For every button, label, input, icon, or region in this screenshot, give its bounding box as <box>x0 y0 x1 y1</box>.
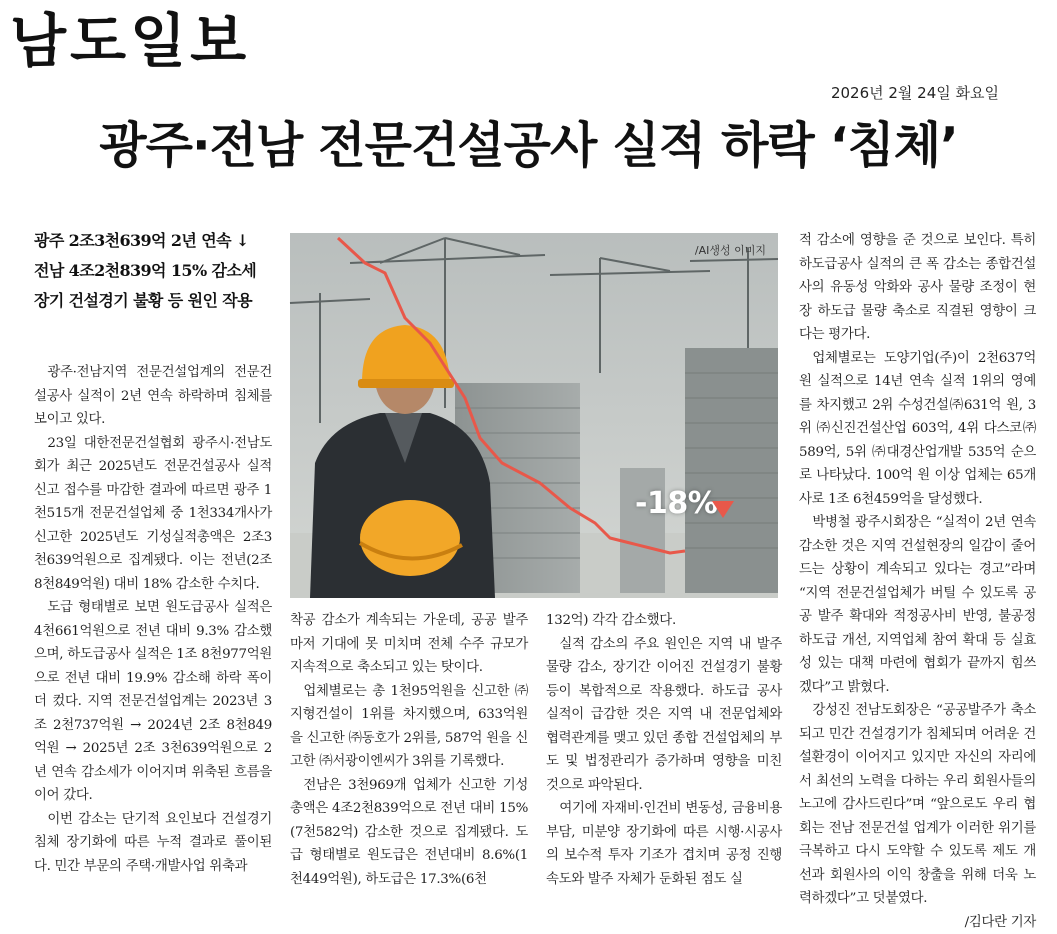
paragraph: 박병철 광주시회장은 “실적이 2년 연속 감소한 것은 지역 건설현장의 일감이 줄어드는 상황이 계속되고 있다는 경고”라며 “지역 전문건설업체가 버틸 수 있도록 공공 발주 확대와 적정공사비 반영, 불공정 하도급 개선, 지역업체 참여 확대 등 실효성 있는 대책 마련에 협회가 끝까지 힘쓰겠다”고 밝혔다. <box>799 511 1036 699</box>
newspaper-masthead: 남도일보 <box>10 8 250 74</box>
article-column-2 <box>290 609 528 891</box>
paragraph: 광주·전남지역 전문건설업계의 전문건설공사 실적이 2년 연속 하락하며 침체를 보이고 있다. <box>34 361 272 432</box>
photo-credit: /AI생성 이미지 <box>695 242 766 258</box>
paragraph: 132억) 각각 감소했다. <box>546 609 782 633</box>
paragraph: 업체별로는 총 1천95억원을 신고한 ㈜지형건설이 1위를 차지했으며, 633억원을 신고한 ㈜동호가 2위를, 587억 원을 신고한 ㈜서광이엔씨가 3위를 기록했다. <box>290 680 528 774</box>
paragraph: 실적 감소의 주요 원인은 지역 내 발주 물량 감소, 장기간 이어진 건설경기 불황 등이 복합적으로 작용했다. 하도급 공사 실적이 급감한 것은 지역 내 전문업체와 협력관계를 맺고 있던 종합 건설업체의 부도 및 법정관리가 증가하며 영향을 미친 것으로 파악된다. <box>546 633 782 798</box>
article-subheadings <box>34 226 274 316</box>
paragraph: 23일 대한전문건설협회 광주시·전남도회가 최근 2025년도 전문건설공사 실적신고 접수를 마감한 결과에 따르면 광주 1천515개 전문건설업체 중 1천334개사가 신고한 2025년도 기성실적총액은 2조3천639억원으로 집계됐다. 이는 전년(2조 8천849억원) 대비 18% 감소한 수치다. <box>34 432 272 597</box>
article-headline: 광주·전남 전문건설공사 실적 하락 ‘침체’ <box>0 114 1057 178</box>
article-photo <box>290 233 778 598</box>
subheading-gwangju: 광주 2조3천639억 2년 연속 ↓ <box>34 226 274 256</box>
down-arrow-icon <box>712 501 734 518</box>
paragraph: 착공 감소가 계속되는 가운데, 공공 발주마저 기대에 못 미치며 전체 수주 규모가 지속적으로 축소되고 있는 탓이다. <box>290 609 528 680</box>
reporter-byline: /김다란 기자 <box>799 911 1036 934</box>
paragraph: 적 감소에 영향을 준 것으로 보인다. 특히 하도급공사 실적의 큰 폭 감소는 종합건설사의 유동성 악화와 공사 물량 조정이 현장 하도급 물량 축소로 직결된 영향이 크다는 평가다. <box>799 229 1036 347</box>
paragraph: 강성진 전남도회장은 “공공발주가 축소되고 민간 건설경기가 침체되며 어려운 건설환경이 이어지고 있지만 자신의 자리에서 최선의 노력을 다하는 우리 회원사들의 노고에 감사드린다”며 “앞으로도 우리 협회는 전남 전문건설 업계가 이러한 위기를 극복하고 다시 도약할 수 있도록 제도 개선과 회원사의 이익 창출을 위해 더욱 노력하겠다”고 덧붙였다. <box>799 699 1036 911</box>
article-column-4 <box>799 229 1036 934</box>
decline-percentage-label: -18% <box>635 486 717 521</box>
paragraph: 이번 감소는 단기적 요인보다 건설경기 침체 장기화에 따른 누적 결과로 풀이된다. 민간 부문의 주택·개발사업 위축과 <box>34 808 272 879</box>
paragraph: 여기에 자재비·인건비 변동성, 금융비용 부담, 미분양 장기화에 따른 시행·시공사의 보수적 투자 기조가 겹치며 공정 진행 속도와 발주 자체가 둔화된 점도 실 <box>546 797 782 891</box>
subheading-cause: 장기 건설경기 불황 등 원인 작용 <box>34 286 274 316</box>
article-column-1 <box>34 361 272 878</box>
article-column-3 <box>546 609 782 891</box>
paragraph: 업체별로는 도양기업(주)이 2천637억원 실적으로 14년 연속 실적 1위의 영예를 차지했고 2위 수성건설㈜631억 원, 3위 ㈜신진건설산업 603억, 4위 다스코㈜ 589억, 5위 ㈜대경산업개발 535억 순으로 나타났다. 100억 원 이상 업체는 65개사로 1조 6천459억을 달성했다. <box>799 347 1036 512</box>
ai-generated-illustration <box>290 233 778 598</box>
issue-date: 2026년 2월 24일 화요일 <box>831 82 999 103</box>
paragraph: 도급 형태별로 보면 원도급공사 실적은 4천661억원으로 전년 대비 9.3% 감소했으며, 하도급공사 실적은 1조 8천977억원으로 전년 대비 19.9% 감소해 하락 폭이 더 컸다. 지역 전문건설업계는 2023년 3조 2천737억원 → 2024년 2조 8천849억원 → 2025년 2조 3천639억원으로 2년 연속 감소세가 이어지며 위축된 흐름을 이어 갔다. <box>34 596 272 808</box>
paragraph: 전남은 3천969개 업체가 신고한 기성총액은 4조2천839억으로 전년 대비 15%(7천582억) 감소한 것으로 집계됐다. 도급 형태별로 원도급은 전년대비 8.6%(1천449억원), 하도급은 17.3%(6천 <box>290 774 528 892</box>
subheading-jeonnam: 전남 4조2천839억 15% 감소세 <box>34 256 274 286</box>
